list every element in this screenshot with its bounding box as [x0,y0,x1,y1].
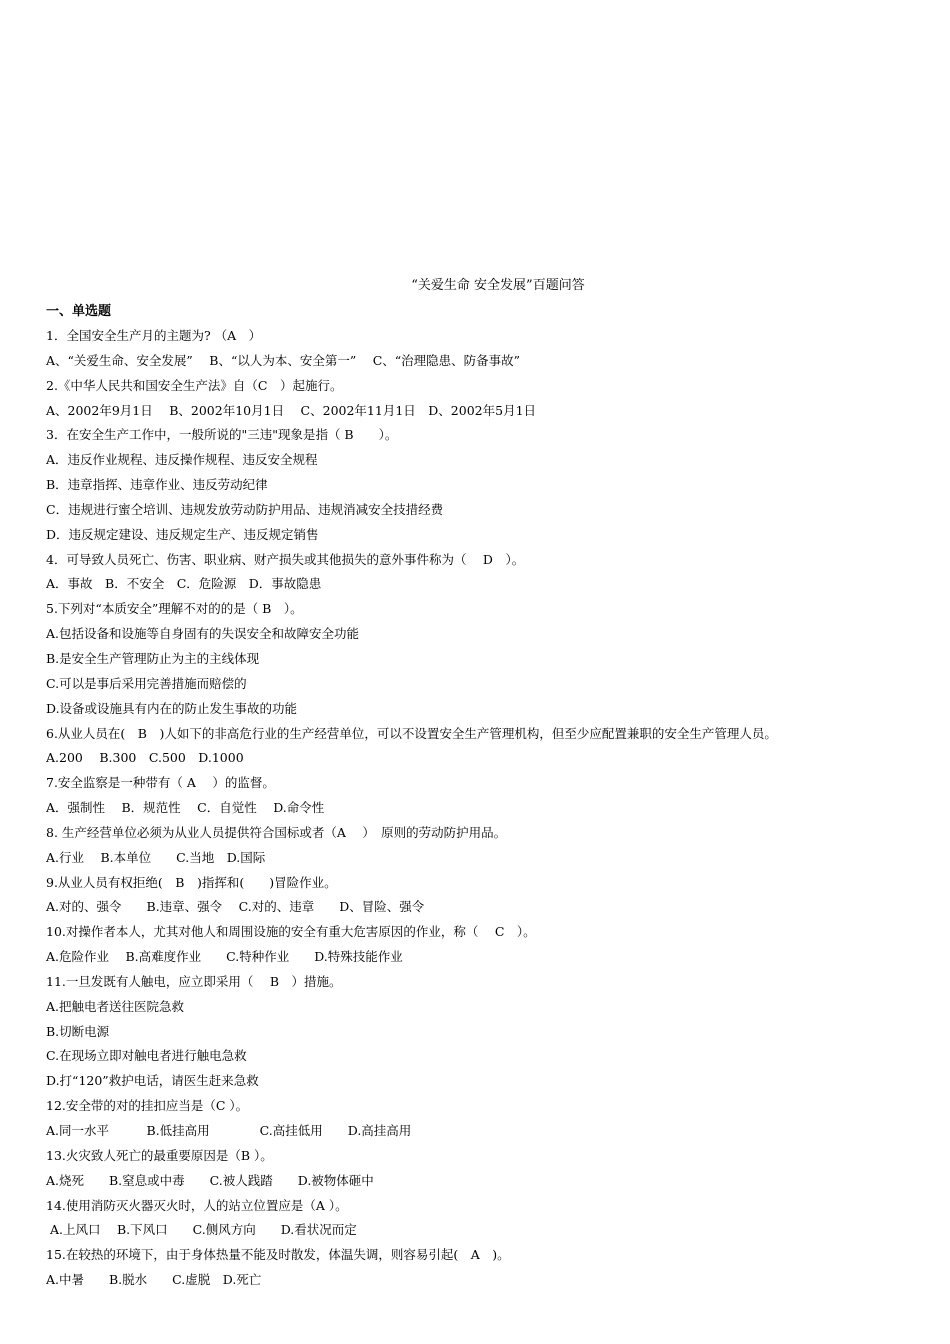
text-line: C．违规进行蜜仝培训、违规发放劳动防护用品、违规消减安全技措经费 [46,501,444,517]
text-line: A.同一水平 B.低挂高用 C.高挂低用 D.高挂高用 [46,1123,412,1138]
text-line: 15.在较热的环境下，由于身体热量不能及时散发，体温失调，则容易引起( A )。 [46,1247,510,1263]
section-heading: 一、单选题 [46,304,112,319]
text-line: B.切断电源 [46,1023,110,1039]
text-line: A．违反作业规程、违反操作规程、违反安全规程 [46,452,318,468]
text-line: A．事故 B．不安全 C．危险源 D．事故隐患 [46,576,322,592]
text-line: 10.对操作者本人，尤其对他人和周围设施的安全有重大危害原因的作业，称（ C ）。 [46,924,536,940]
text-line: A.把触电者送往医院急救 [46,998,185,1014]
text-line: 2.《中华人民共和国安全生产法》自（C ）起施行。 [46,377,343,393]
text-line: 14.使用消防灭火器灭火时，人的站立位置应是（A ）。 [46,1197,348,1213]
text-line: 12.安全带的对的挂扣应当是（C ）。 [46,1098,249,1114]
text-line: A．强制性 B．规范性 C．自觉性 D.命令性 [46,800,325,816]
text-line: A.行业 B.本单位 C.当地 D.国际 [46,849,266,865]
question-list [46,327,946,1296]
text-line: A.包括设备和设施等自身固有的失误安全和故障安全功能 [46,626,360,642]
text-line: A.对的、强令 B.违章、强令 C.对的、违章 D、冒险、强令 [46,899,425,915]
text-line: 5.下列对“本质安全”理解不对的的是（ B ）。 [46,601,303,617]
text-line: D.设备或设施具有内在的防止发生事故的功能 [46,700,298,716]
text-line: 1．全国安全生产月的主题为? （A ） [46,328,262,343]
text-line: B．违章指挥、违章作业、违反劳动纪律 [46,477,268,493]
text-line: 9.从业人员有权拒绝( B )指挥和( )冒险作业。 [46,874,337,890]
text-line: C.在现场立即对触电者进行触电急救 [46,1048,247,1064]
text-line: D．违反规定建设、违反规定生产、违反规定销售 [46,526,319,542]
text-line: A.200 B.300 C.500 D.1000 [46,750,244,766]
text-line: 13.火灾致人死亡的最重要原因是（B ）。 [46,1147,273,1163]
text-line: A.烧死 B.窒息或中毒 C.被人践踏 D.被物体砸中 [46,1172,374,1188]
text-line: 4．可导致人员死亡、伤害、职业病、财产损失或其他损失的意外事件称为（ D ）。 [46,551,525,567]
text-line: 7.安全监察是一种带有（ A ）的监督。 [46,775,275,791]
text-line: 6.从业人员在( B )人如下的非高危行业的生产经营单位，可以不设置安全生产管理机构，但至少应配置兼职的安全生产管理人员。 [46,725,777,741]
text-line: A、2002年9月1日 B、2002年10月1日 C、2002年11月1日 D、2002年5月1日 [46,402,537,418]
text-line: C.可以是事后采用完善措施而赔偿的 [46,675,247,691]
document-title: “关爱生命 安全发展”百题问答 [411,278,585,293]
text-line: A.上风口 B.下风口 C.侧风方向 D.看状况而定 [46,1222,357,1238]
text-line: A、“关爱生命、安全发展” B、“以人为本、安全第一” C、“治理隐患、防备事故” [46,352,521,368]
text-line: B.是安全生产管理防止为主的主线体现 [46,650,260,666]
text-line: A.中暑 B.脱水 C.虚脱 D.死亡 [46,1272,262,1288]
text-line: 8. 生产经营单位必须为从业人员提供符合国标或者（A ） 原则的劳动防护用品。 [46,824,507,840]
text-line: 11.一旦发既有人触电，应立即采用（ B ）措施。 [46,973,342,989]
text-line: D.打“120”救护电话，请医生赶来急救 [46,1073,259,1089]
text-line: 3．在安全生产工作中，一般所说的"三违"现象是指（ B ）。 [46,427,398,443]
text-line: A.危险作业 B.高难度作业 C.特种作业 D.特殊技能作业 [46,949,403,965]
